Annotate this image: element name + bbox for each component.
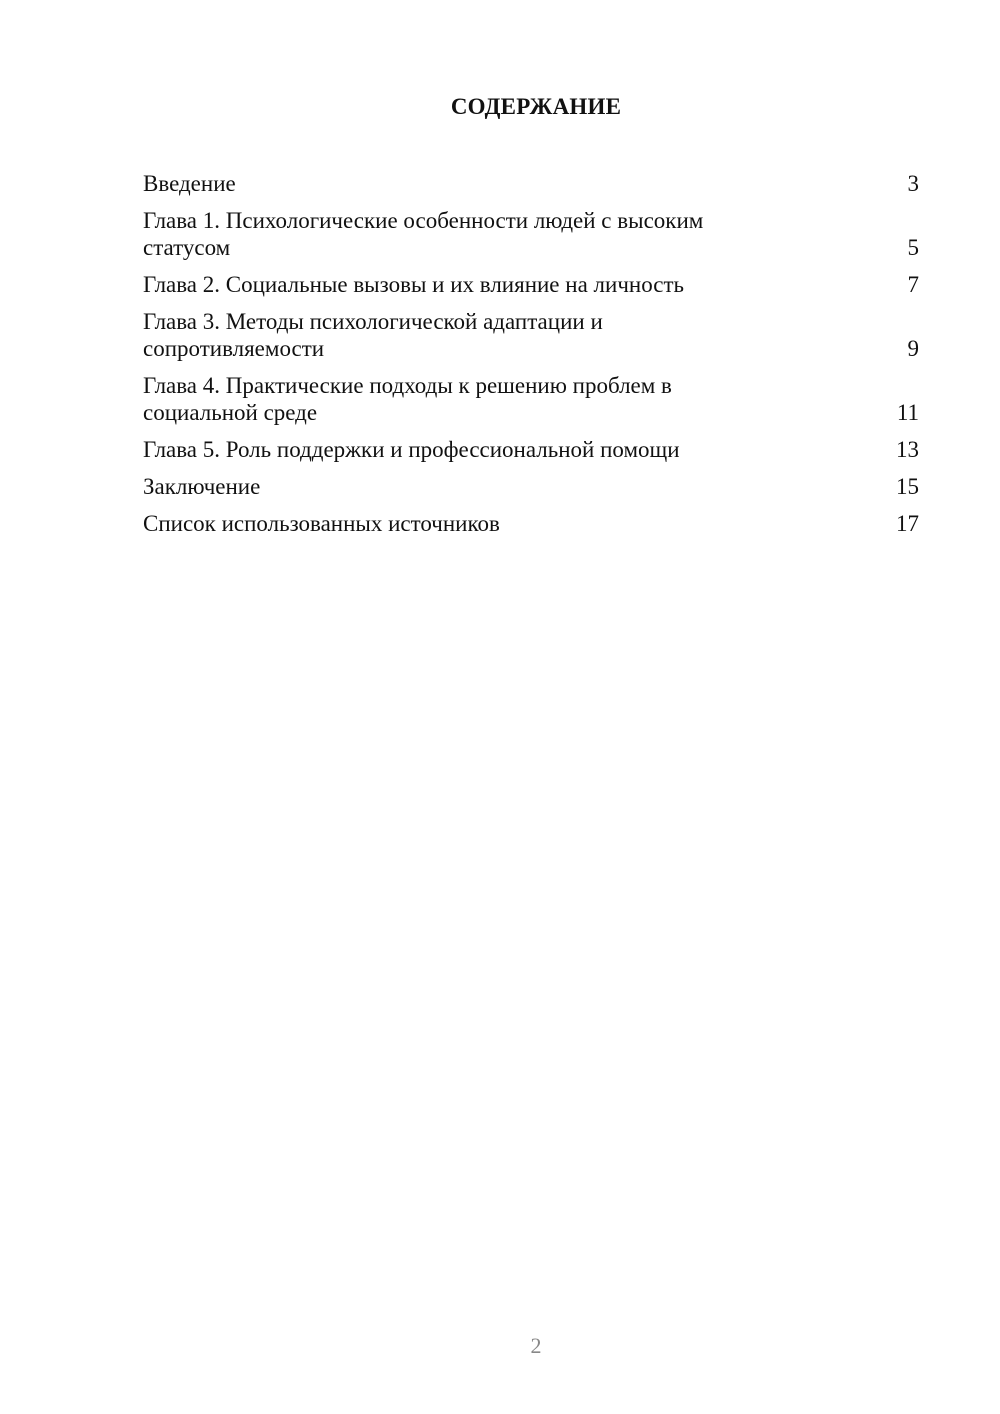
toc-item-page: 9 [907, 336, 919, 361]
toc-item-page: 11 [896, 400, 919, 425]
toc-item-page: 7 [907, 272, 919, 297]
toc-item-label: Глава 3. Методы психологической адаптации и сопротивляемости [143, 309, 603, 361]
toc-item-chapter-5 [143, 436, 919, 463]
toc-item-page: 5 [907, 235, 919, 260]
toc-item-label: Список использованных источников [143, 511, 500, 536]
toc-item-page: 13 [896, 437, 919, 462]
toc-item-introduction [143, 170, 919, 197]
toc-item-label: Глава 1. Психологические особенности людей с высоким статусом [143, 208, 704, 260]
toc-item-label: Введение [143, 171, 236, 196]
toc-item-page: 15 [896, 474, 919, 499]
toc-item-conclusion [143, 473, 919, 500]
toc-item-chapter-2 [143, 271, 919, 298]
toc-item-label: Заключение [143, 474, 261, 499]
toc-item-chapter-3 [143, 308, 919, 362]
toc-item-page: 3 [907, 171, 919, 196]
toc-item-chapter-4 [143, 372, 919, 426]
toc-item-label: Глава 2. Социальные вызовы и их влияние на личность [143, 272, 685, 297]
page-title: СОДЕРЖАНИЕ [450, 94, 622, 119]
toc-item-label: Глава 4. Практические подходы к решению проблем в социальной среде [143, 373, 672, 425]
table-of-contents [143, 170, 919, 547]
page-number: 2 [530, 1333, 542, 1358]
toc-item-chapter-1 [143, 207, 919, 261]
toc-item-label: Глава 5. Роль поддержки и профессиональной помощи [143, 437, 680, 462]
toc-item-page: 17 [896, 511, 919, 536]
toc-item-references [143, 510, 919, 537]
